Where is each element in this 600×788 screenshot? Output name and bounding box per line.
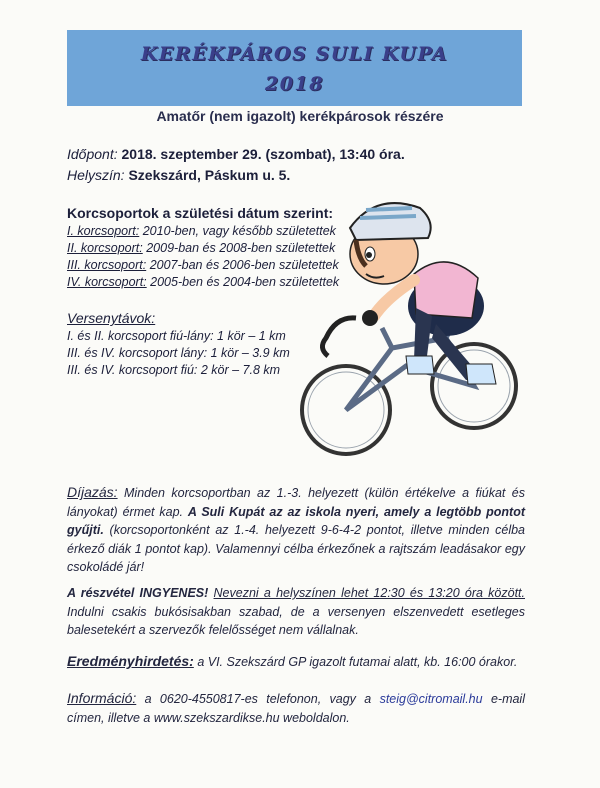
info-paragraph — [67, 689, 525, 727]
age-group-text: 2009-ban és 2008-ben születettek — [146, 241, 336, 255]
age-group-label: IV. korcsoport: — [67, 275, 147, 289]
results-paragraph — [67, 652, 525, 672]
event-time — [67, 146, 405, 162]
prizes-paragraph — [67, 483, 525, 577]
subtitle: Amatőr (nem igazolt) kerékpárosok részére — [156, 108, 444, 124]
free-text: A részvétel INGYENES! — [67, 586, 209, 600]
prizes-text-2: (korcsoportonként az 1.-4. helyezett 9-6-4-2 pontot, illetve minden célba érkező diák 1 pontot kap). Valamennyi célba érkezőnek a rajtszám leadásakor egy csokoládé jár! — [67, 523, 525, 574]
place-value: Szekszárd, Páskum u. 5. — [128, 167, 291, 183]
info-text-before: a 0620-4550817-es telefonon, vagy a — [144, 692, 372, 706]
time-value: 2018. szeptember 29. (szombat), 13:40 óra. — [121, 146, 405, 162]
distances-heading: Versenytávok: — [67, 310, 156, 326]
participation-rest: Indulni csakis bukósisakban szabad, de a versenyen elszenvedett esetleges balesetekért a szervezők felelősséget nem vállalnak. — [67, 604, 525, 637]
distance-item: III. és IV. korcsoport lány: 1 kör – 3.9 km — [67, 346, 290, 360]
age-group-label: I. korcsoport: — [67, 224, 140, 238]
prizes-text-1: Minden korcsoportban az 1.-3. helyezett (külön értékelve a fiúkat és lányokat) érmet kap. — [67, 486, 525, 519]
results-text: a VI. Szekszárd GP igazolt futamai alatt, kb. 16:00 órakor. — [197, 655, 518, 669]
age-groups-heading: Korcsoportok a születési dátum szerint: — [67, 205, 334, 221]
distance-item: III. és IV. korcsoport fiú: 2 kör – 7.8 km — [67, 363, 281, 377]
distance-item: I. és II. korcsoport fiú-lány: 1 kör – 1 km — [67, 329, 286, 343]
event-place — [67, 167, 290, 183]
age-group-label: III. korcsoport: — [67, 258, 147, 272]
time-label: Időpont: — [67, 146, 118, 162]
participation-paragraph — [67, 584, 525, 640]
prizes-text-bold: A Suli Kupát az az iskola nyeri, amely a legtöbb pontot gyűjti. — [67, 504, 525, 537]
email-link[interactable]: steig@citromail.hu — [379, 692, 483, 706]
info-text-after: e-mail címen, illetve a www.szekszardikse.hu weboldalon. — [67, 692, 525, 725]
prizes-label: Díjazás: — [67, 484, 118, 500]
results-label: Eredményhirdetés: — [67, 653, 194, 669]
age-group-text: 2005-ben és 2004-ben születettek — [150, 275, 340, 289]
cyclist-illustration — [296, 188, 524, 466]
age-group-text: 2007-ban és 2006-ben születettek — [149, 258, 339, 272]
age-group-text: 2010-ben, vagy később születettek — [142, 224, 336, 238]
registration-text: Nevezni a helyszínen lehet 12:30 és 13:20 óra között. — [213, 586, 525, 600]
age-group-label: II. korcsoport: — [67, 241, 143, 255]
title-line-1: KERÉKPÁROS SULI KUPA — [140, 43, 449, 65]
title-line-2: 2018 — [265, 73, 324, 95]
age-group-item — [67, 241, 335, 255]
info-label: Információ: — [67, 690, 137, 706]
place-label: Helyszín: — [67, 167, 125, 183]
title-banner — [67, 30, 522, 106]
